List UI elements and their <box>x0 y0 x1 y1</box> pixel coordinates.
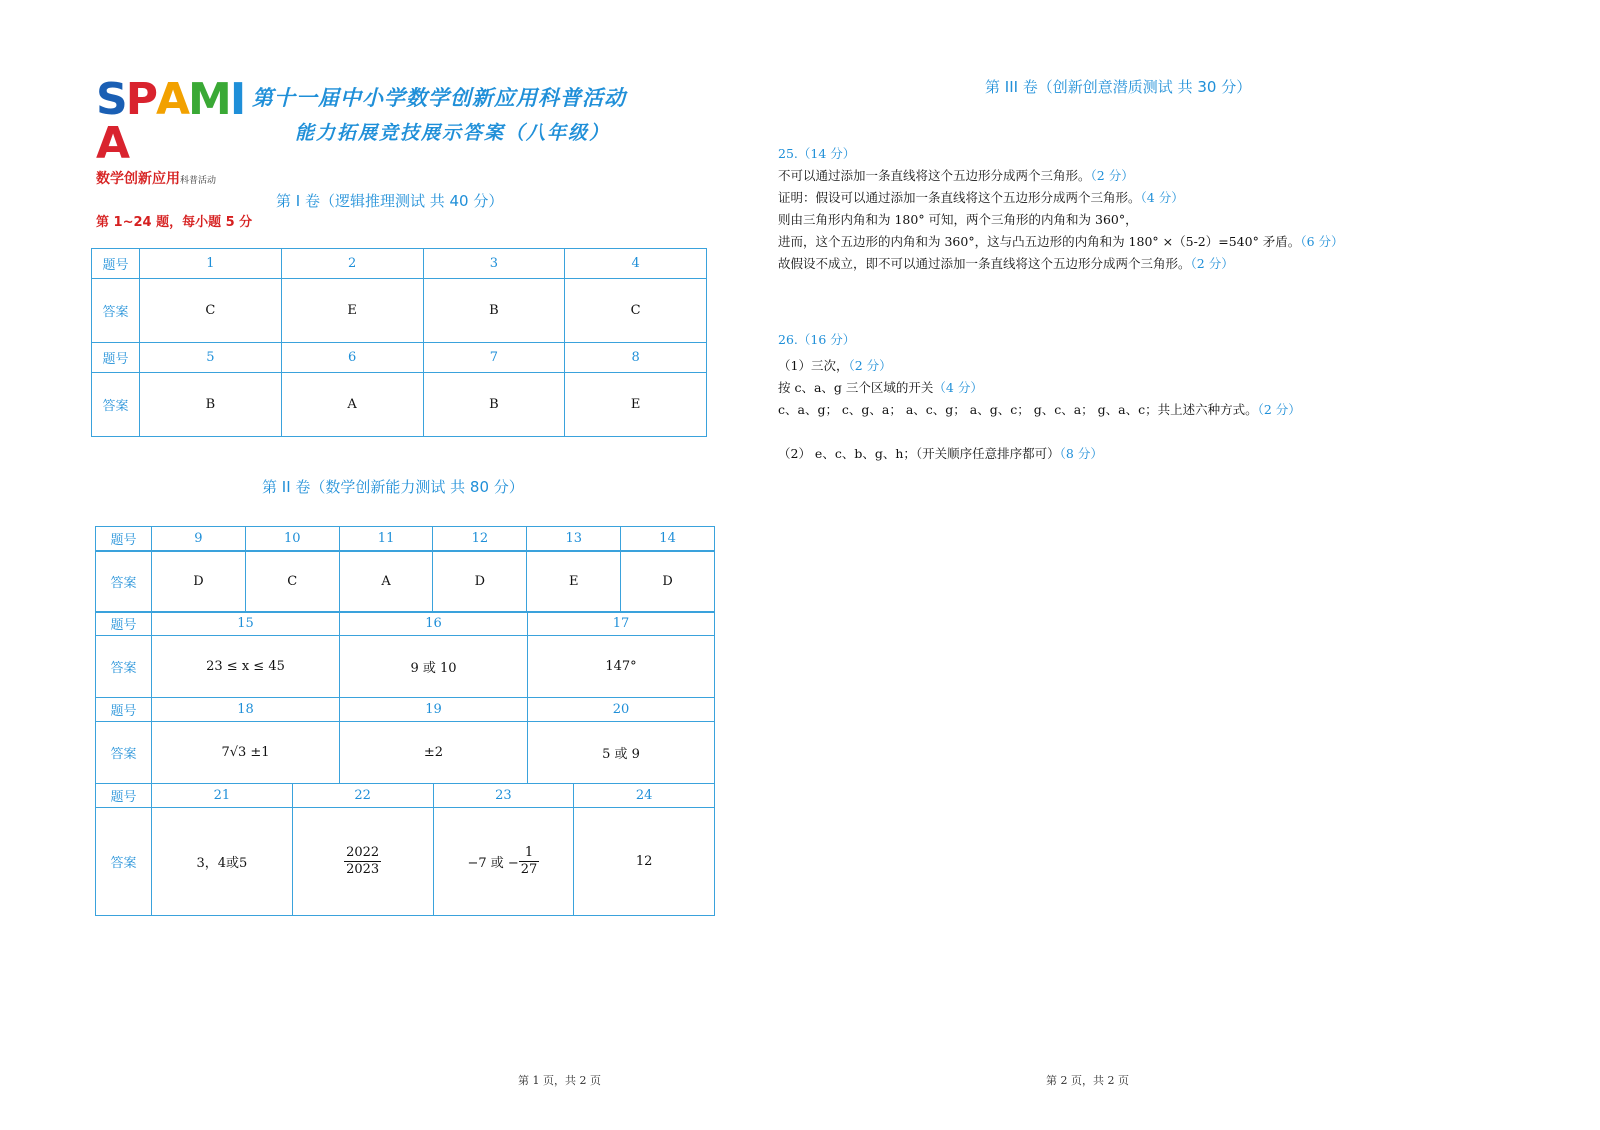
line-score: （2 分） <box>1190 256 1234 271</box>
question-number: 13 <box>527 527 621 551</box>
answer-cell: C <box>245 551 339 613</box>
part2-table-q15-20 <box>95 611 715 784</box>
q25-line <box>778 210 1138 228</box>
question-number: 15 <box>152 612 340 636</box>
question-number: 8 <box>565 343 707 373</box>
part1-title: 第 I 卷（逻辑推理测试 共 40 分） <box>276 192 504 210</box>
question-number: 16 <box>340 612 528 636</box>
label-question: 题号 <box>96 698 152 722</box>
logo-letter: M <box>188 74 230 125</box>
line-text: 按 c、a、g 三个区域的开关 <box>778 380 934 395</box>
q25-line <box>778 254 1234 272</box>
question-number: 19 <box>340 698 528 722</box>
table-row <box>92 279 707 343</box>
table-row <box>96 636 715 698</box>
question-number: 5 <box>140 343 282 373</box>
answer-cell: 5 或 9 <box>528 722 715 784</box>
part2-table-q21-24 <box>95 783 715 916</box>
question-number: 17 <box>528 612 715 636</box>
part3-title: 第 III 卷（创新创意潜质测试 共 30 分） <box>985 78 1252 96</box>
label-answer: 答案 <box>92 373 140 437</box>
answer-cell: 23 ≤ x ≤ 45 <box>152 636 340 698</box>
answer-cell: A <box>281 373 423 437</box>
question-number: 1 <box>140 249 282 279</box>
q26-line <box>778 444 1103 462</box>
question-number: 2 <box>281 249 423 279</box>
label-answer: 答案 <box>96 808 152 916</box>
answer-prefix: −7 或 − <box>467 856 519 871</box>
label-answer: 答案 <box>96 722 152 784</box>
q26-line <box>778 378 983 396</box>
answer-cell <box>433 808 574 916</box>
answer-cell: 147° <box>528 636 715 698</box>
label-answer: 答案 <box>96 551 152 613</box>
question-number: 11 <box>339 527 433 551</box>
line-score: （2 分） <box>848 358 892 373</box>
table-row <box>96 551 715 613</box>
part1-note: 第 1~24 题，每小题 5 分 <box>96 215 253 230</box>
question-number: 12 <box>433 527 527 551</box>
table-row <box>92 373 707 437</box>
answer-cell: D <box>621 551 715 613</box>
label-question: 题号 <box>92 343 140 373</box>
logo-subtext <box>96 168 246 188</box>
question-number: 3 <box>423 249 565 279</box>
answer-cell: C <box>565 279 707 343</box>
logo-sub-main: 数学创新应用 <box>96 171 180 187</box>
question-number: 20 <box>528 698 715 722</box>
page-subtitle: 能力拓展竞技展示答案（八年级） <box>295 122 611 144</box>
table-row <box>96 808 715 916</box>
logo-letter: A <box>96 118 129 169</box>
fraction-answer <box>344 845 381 878</box>
logo-letter: S <box>96 74 126 125</box>
question-number: 18 <box>152 698 340 722</box>
answer-cell: A <box>339 551 433 613</box>
q26-line <box>778 356 892 374</box>
q25-heading: 25.（14 分） <box>778 146 856 161</box>
answer-cell: E <box>281 279 423 343</box>
line-score: （6 分） <box>1300 234 1344 249</box>
question-number: 9 <box>152 527 246 551</box>
question-number: 7 <box>423 343 565 373</box>
q25-line <box>778 188 1184 206</box>
line-text: 证明：假设可以通过添加一条直线将这个五边形分成两个三角形。 <box>778 190 1141 205</box>
line-text: 则由三角形内角和为 180° 可知，两个三角形的内角和为 360°， <box>778 212 1138 227</box>
page-footer-right: 第 2 页，共 2 页 <box>1046 1074 1129 1087</box>
question-number: 24 <box>574 784 715 808</box>
logo-letter: I <box>229 74 245 125</box>
table-row <box>96 784 715 808</box>
label-answer: 答案 <box>92 279 140 343</box>
line-score: （2 分） <box>1090 168 1134 183</box>
table-row <box>96 722 715 784</box>
answer-cell: E <box>565 373 707 437</box>
line-text: 不可以通过添加一条直线将这个五边形分成两个三角形。 <box>778 168 1091 183</box>
answer-cell: C <box>140 279 282 343</box>
table-row <box>92 343 707 373</box>
logo-letter: P <box>125 74 156 125</box>
q25-line <box>778 166 1134 184</box>
label-question: 题号 <box>96 612 152 636</box>
q25-line <box>778 232 1344 250</box>
answer-cell: D <box>152 551 246 613</box>
q26-line <box>778 400 1301 418</box>
answer-cell: B <box>140 373 282 437</box>
answer-cell: B <box>423 373 565 437</box>
fraction-answer <box>519 845 540 878</box>
line-score: （4 分） <box>1140 190 1184 205</box>
fraction-denominator: 2023 <box>346 862 380 877</box>
logo-letter: A <box>155 74 189 125</box>
line-text: （1）三次， <box>778 358 849 373</box>
q26-heading: 26.（16 分） <box>778 332 856 347</box>
answer-cell: 9 或 10 <box>340 636 528 698</box>
table-row <box>96 698 715 722</box>
table-row <box>92 249 707 279</box>
question-number: 10 <box>245 527 339 551</box>
answer-cell: ±2 <box>340 722 528 784</box>
answer-cell: 12 <box>574 808 715 916</box>
answer-cell: D <box>433 551 527 613</box>
spamia-logo <box>96 74 246 187</box>
page-footer-left: 第 1 页，共 2 页 <box>518 1074 601 1087</box>
fraction-numerator: 2022 <box>346 845 380 860</box>
line-text: 进而，这个五边形的内角和为 360°，这与凸五边形的内角和为 180° ×（5-2）=540° 矛盾。 <box>778 234 1301 249</box>
answer-cell: 3，4或5 <box>152 808 293 916</box>
answer-cell <box>292 808 433 916</box>
question-number: 22 <box>292 784 433 808</box>
label-answer: 答案 <box>96 636 152 698</box>
answer-cell: 7√3 ±1 <box>152 722 340 784</box>
logo-letters <box>96 74 246 169</box>
question-number: 6 <box>281 343 423 373</box>
line-text: c、a、g； c、g、a； a、c、g； a、g、c； g、c、a； g、a、c；共上述六种方式。 <box>778 402 1258 417</box>
question-number: 23 <box>433 784 574 808</box>
line-text: 故假设不成立，即不可以通过添加一条直线将这个五边形分成两个三角形。 <box>778 256 1191 271</box>
line-score: （4 分） <box>933 380 983 395</box>
part2-title: 第 II 卷（数学创新能力测试 共 80 分） <box>262 478 524 496</box>
question-number: 4 <box>565 249 707 279</box>
line-score: （8 分） <box>1059 446 1103 461</box>
part2-table-q9-14 <box>95 526 715 613</box>
table-row <box>96 527 715 551</box>
question-number: 21 <box>152 784 293 808</box>
answer-cell: B <box>423 279 565 343</box>
line-score: （2 分） <box>1257 402 1301 417</box>
part1-answer-table <box>91 248 707 437</box>
table-row <box>96 612 715 636</box>
label-question: 题号 <box>96 784 152 808</box>
label-question: 题号 <box>96 527 152 551</box>
page-title: 第十一届中小学数学创新应用科普活动 <box>252 86 626 110</box>
question-number: 14 <box>621 527 715 551</box>
answer-cell: E <box>527 551 621 613</box>
logo-sub-small: 科普活动 <box>180 176 217 186</box>
label-question: 题号 <box>92 249 140 279</box>
fraction-numerator: 1 <box>519 845 540 862</box>
line-text: （2） e、c、b、g、h；（开关顺序任意排序都可） <box>778 446 1060 461</box>
fraction-denominator: 27 <box>520 862 538 877</box>
